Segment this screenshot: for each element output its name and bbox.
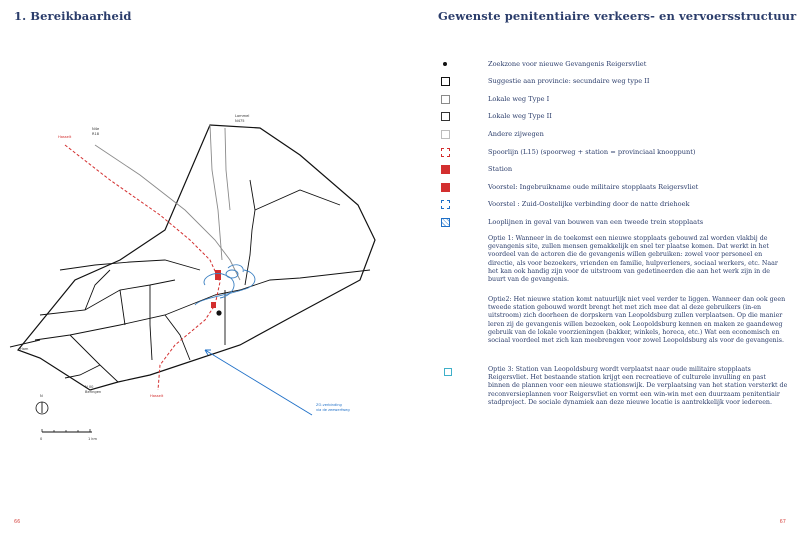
proposed-connection-arrow <box>205 350 312 415</box>
svg-text:N: N <box>40 394 43 398</box>
red-dashed-square-icon <box>440 147 450 157</box>
map-label-hasselt-top: Hasselt <box>58 135 72 139</box>
svg-text:1 km: 1 km <box>88 437 98 441</box>
proposed-stop-marker <box>211 302 216 308</box>
blue-dashed-square-icon <box>440 199 450 209</box>
page-title: 1. Bereikbaarheid <box>14 9 132 23</box>
grey-roads <box>95 125 240 280</box>
black-square-outline-icon <box>440 76 450 86</box>
page-title: Gewenste penitentiaire verkeers- en vervoersstructuur <box>438 9 797 23</box>
station-marker <box>215 270 221 280</box>
page-number: 67 <box>779 519 786 525</box>
paragraph-option-2: Optie2: Het nieuwe station komt natuurlijk niet veel verder te liggen. Wanneer dan ook geen tweede station gebouwd wordt brengt het met zich mee dat al deze gebruikers (in-en uitstroom) zich doorheen de dorpskern van Leopoldsburg zullen verplaatsen. Op die manier leren zij de gevangenis willen bezoeken, ook Leopoldsburg kennen en maken ze gaandeweg gebruik van de lokale voorzieningen (bakker, winkels, horeca, etc.) Wat een economisch en sociaal voordeel met zich kan meebrengen voor zowel Leopoldsburg als voor de gevangenis. <box>488 296 786 345</box>
map-label-hasselt-bottom: Hasselt <box>150 394 164 398</box>
paragraph-option-3: Optie 3: Station van Leopoldsburg wordt verplaatst naar oude militaire stopplaats Reigersvliet. Het bestaande station krijgt een recreatieve of culturele invulling en past binnen de plannen voor een nieuwe stationswijk. De verplaatsing van het station versterkt de reconversieplannen voor Reigersvliet en vormt een win-win met een duurzaam penitentiair stadproject. De sociale dynamiek aan deze nieuwe locatie is aantrekkelijk voor iedereen. <box>488 366 788 406</box>
map <box>0 110 400 450</box>
black-dot-icon <box>440 59 450 69</box>
dark-square-outline-icon <box>440 111 450 121</box>
right-page: Gewenste penitentiaire verkeers- en vervoersstructuur Zoekzone voor nieuwe Gevangenis Reigersvliet Suggestie aan provincie: secundaire weg type II Lokale weg Type I Lokale weg Type II Andere zijwegen Spoorlijn (L15) (spoorweg + station = provinciaal knooppunt) Station Voorstel: Ingebruikname oude militaire stopplaats Reigersvliet Voorstel : Zuid-Oostelijke verbinding door de natte driehoek Looplijnen in geval van bouwen van een tweede trein stopplaats Optie 1: Wanneer in de toekomst een nieuwe stopplaats gebouwd zal worden vlakbij de gevangenis site, zullen mensen gemakkelijk en snel ter plaatse komen. Dat werkt in het voordeel van de actoren die de gevangenis willen gebruiken: zowel voor personeel en directie, als voor bezoekers, vrienden en familie, hulpverleners, sociaal werkers, etc. Naar het kan ook handig zijn voor de uitstroom van gedetineerden die aan het werk zijn in de buurt van de gevangenis. Optie2: Het nieuwe station komt natuurlijk niet veel verder te liggen. Wanneer dan ook geen tweede station gebouwd wordt brengt het met zich mee dat al deze gebruikers (in-en uitstroom) zich doorheen de dorpskern van Leopoldsburg zullen verplaatsen. Op die manier leren zij de gevangenis willen bezoeken, ook Leopoldsburg kennen en maken ze gaandeweg gebruik van de lokale voorzieningen (bakker, winkels, horeca, etc.) Wat een economisch en sociaal voordeel met zich kan meebrengen voor zowel Leopoldsburg als voor de gevangenis. Optie 3: Station van Leopoldsburg wordt verplaatst naar oude militaire stopplaats Reigersvliet. Het bestaande station krijgt een recreatieve of culturele invulling en past binnen de plannen voor een nieuwe stationswijk. De verplaatsing van het station versterkt de reconversieplannen voor Reigersvliet en vormt een win-win met een duurzaam penitentiair stadproject. De sociale dynamiek aan deze nieuwe locatie is aantrekkelijk voor iedereen. 67 <box>400 0 800 536</box>
red-filled-square-icon <box>440 182 450 192</box>
light-grey-square-outline-icon <box>440 129 450 139</box>
map-label-beringen: N 00 Beringen <box>85 385 102 394</box>
grey-square-outline-icon <box>440 94 450 104</box>
scale-bar <box>40 429 98 441</box>
prison-zone-dot <box>216 310 221 315</box>
municipality-boundary <box>18 125 375 390</box>
north-arrow-icon <box>36 394 48 414</box>
page-number: 66 <box>14 519 21 525</box>
map-label-top-left: N4e R18 <box>92 127 100 136</box>
local-roads <box>10 180 370 382</box>
svg-text:0: 0 <box>40 437 43 441</box>
map-label-top-right: Lommel N475 <box>235 114 250 123</box>
blue-pattern-square-icon <box>440 217 450 227</box>
paragraph-option-1: Optie 1: Wanneer in de toekomst een nieuwe stopplaats gebouwd zal worden vlakbij de gevangenis site, zullen mensen gemakkelijk en snel ter plaatse komen. Dat werkt in het voordeel van de actoren die de gevangenis willen gebruiken: zowel voor personeel en directie, als voor bezoekers, vrienden en familie, hulpverleners, sociaal werkers, etc. Naar het kan ook handig zijn voor de uitstroom van gedetineerden die aan het werk zijn in de buurt van de gevangenis. <box>488 235 778 284</box>
cyan-square-icon <box>444 368 452 376</box>
map-label-ham: Ham <box>20 347 29 351</box>
red-filled-square-icon <box>440 164 450 174</box>
map-label-arrow: ZO-verbinding via de zeewerfweg <box>316 403 350 412</box>
